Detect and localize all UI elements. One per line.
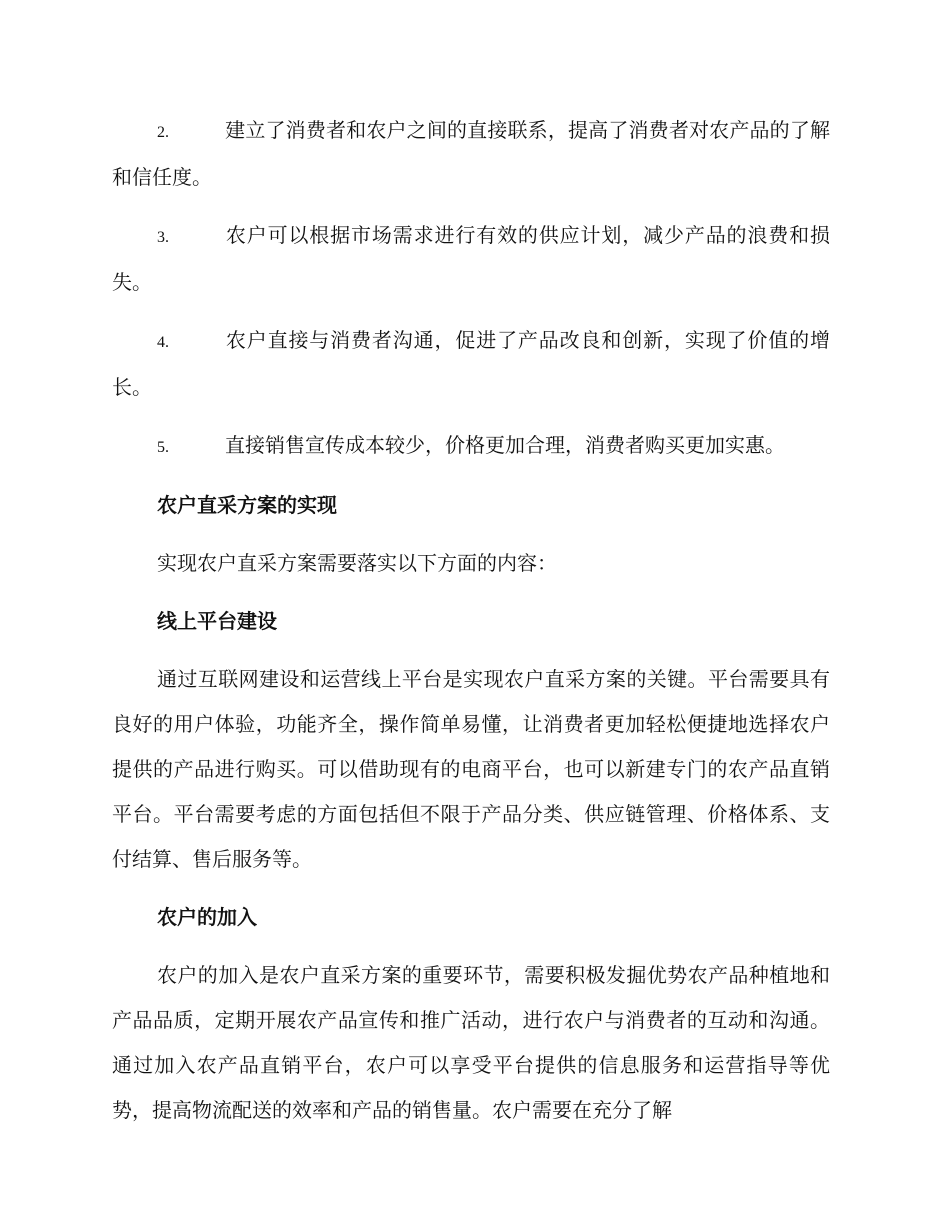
list-item bbox=[112, 108, 830, 200]
document-body bbox=[112, 108, 830, 1146]
list-item-number: 4. bbox=[157, 334, 169, 351]
subsection-paragraph-farmers: 农户的加入是农户直采方案的重要环节，需要积极发掘优势农产品种植地和产品品质，定期开展农产品宣传和推广活动，进行农户与消费者的互动和沟通。通过加入农产品直销平台，农户可以享受平台提供的信息服务和运营指导等优势，提高物流配送的效率和产品的销售量。农户需要在充分了解 bbox=[112, 963, 830, 1122]
list-item-number: 2. bbox=[157, 124, 169, 141]
list-item bbox=[112, 423, 830, 470]
section-intro: 实现农户直采方案需要落实以下方面的内容： bbox=[157, 551, 557, 575]
list-item-text: 农户可以根据市场需求进行有效的供应计划，减少产品的浪费和损失。 bbox=[112, 223, 830, 294]
list-item bbox=[112, 318, 830, 410]
section-heading: 农户直采方案的实现 bbox=[157, 493, 337, 517]
list-item-text: 建立了消费者和农户之间的直接联系，提高了消费者对农产品的了解和信任度。 bbox=[112, 118, 830, 189]
subsection-heading-platform: 线上平台建设 bbox=[157, 609, 277, 633]
list-item bbox=[112, 213, 830, 305]
subsection-heading-farmers: 农户的加入 bbox=[157, 905, 257, 929]
list-item-number: 3. bbox=[157, 229, 169, 246]
list-item-text: 农户直接与消费者沟通，促进了产品改良和创新，实现了价值的增长。 bbox=[112, 328, 830, 399]
list-item-number: 5. bbox=[157, 439, 169, 456]
list-item-text: 直接销售宣传成本较少，价格更加合理，消费者购买更加实惠。 bbox=[225, 433, 785, 457]
subsection-paragraph-platform: 通过互联网建设和运营线上平台是实现农户直采方案的关键。平台需要具有良好的用户体验，功能齐全，操作简单易懂，让消费者更加轻松便捷地选择农户提供的产品进行购买。可以借助现有的电商平台，也可以新建专门的农产品直销平台。平台需要考虑的方面包括但不限于产品分类、供应链管理、价格体系、支付结算、售后服务等。 bbox=[112, 667, 830, 871]
